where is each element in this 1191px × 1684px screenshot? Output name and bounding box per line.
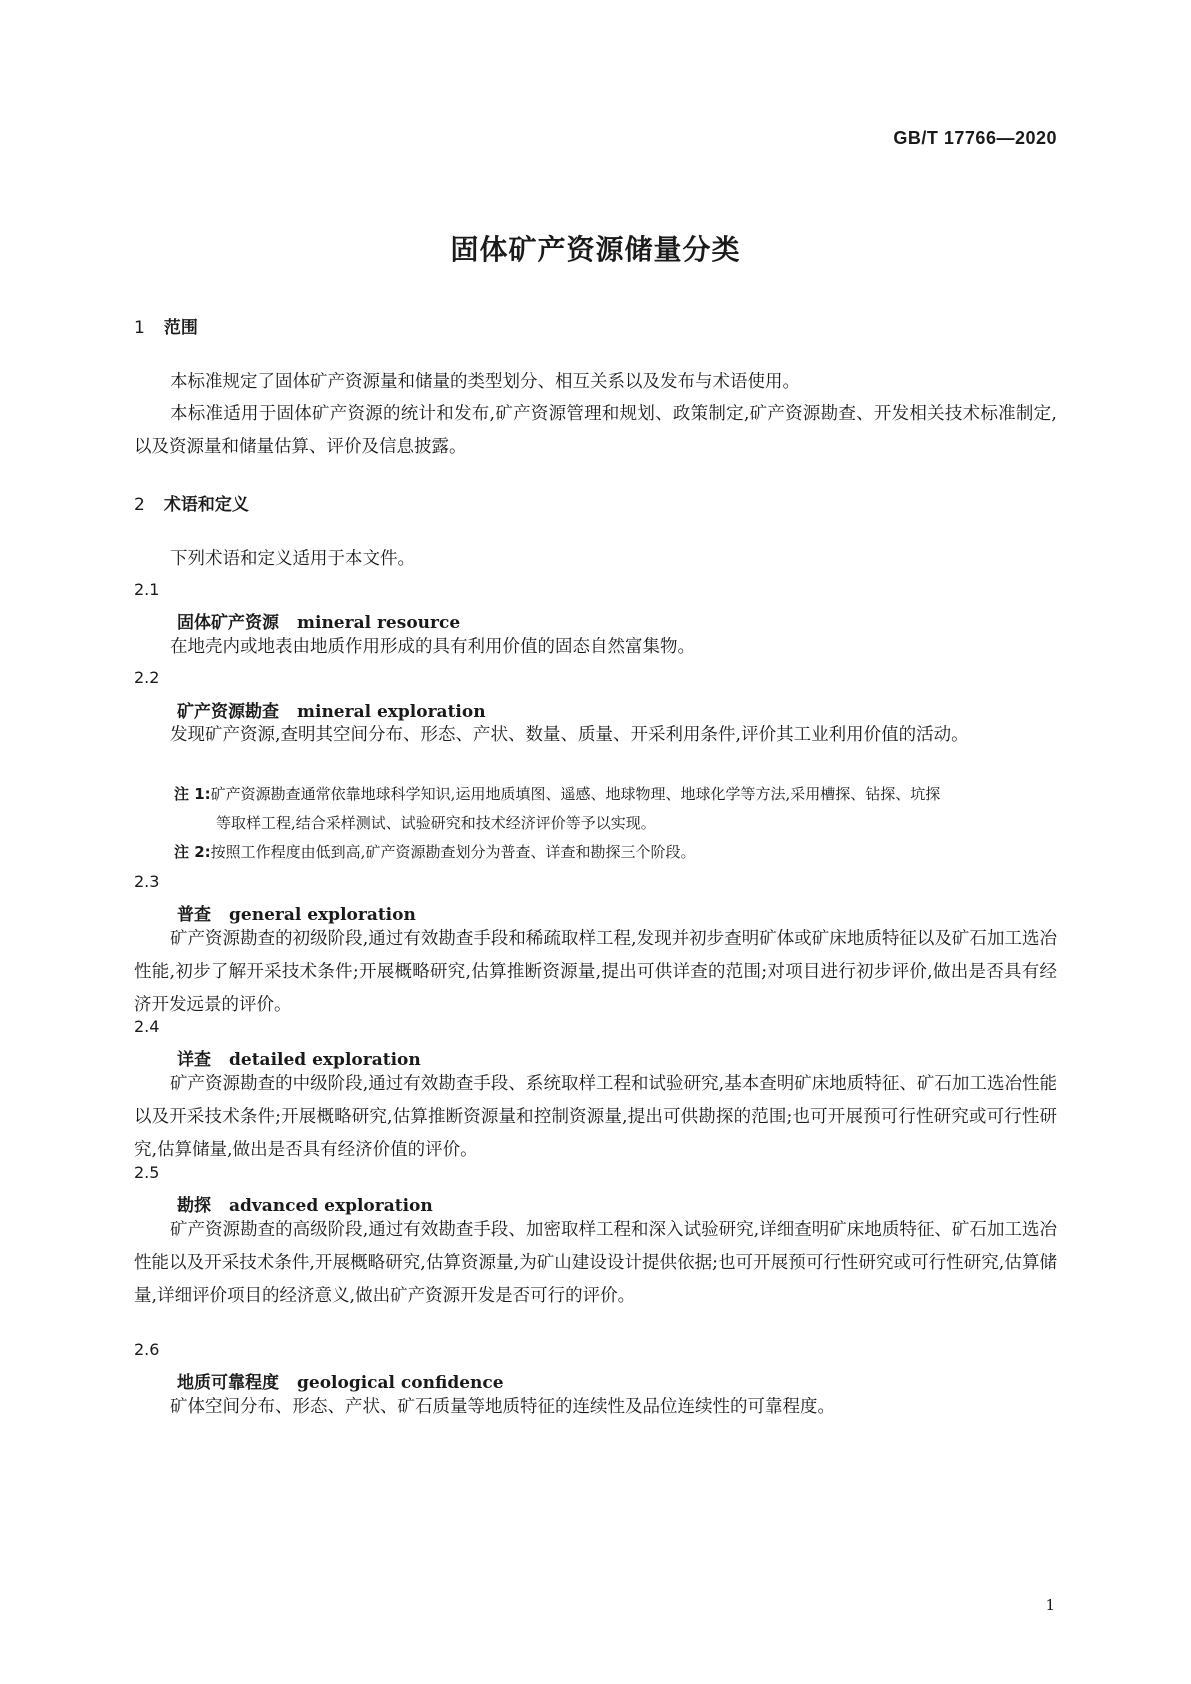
standard-code: GB/T 17766—2020: [893, 128, 1057, 148]
term-number: 2.5: [134, 1163, 160, 1182]
term-english: geological confidence: [297, 1373, 504, 1393]
term-chinese: 详查: [177, 1050, 211, 1070]
section-2-heading: [134, 490, 249, 515]
page-number: 1: [1045, 1596, 1055, 1614]
term-definition: 发现矿产资源,查明其空间分布、形态、产状、数量、质量、开采利用条件,评价其工业利用价值的活动。: [170, 725, 969, 745]
note-2: [174, 838, 1057, 867]
term-heading: [177, 900, 416, 925]
note-text-line-1: 按照工作程度由低到高,矿产资源勘查划分为普查、详查和勘探三个阶段。: [210, 843, 696, 861]
section-title: 范围: [163, 318, 198, 338]
term-english: general exploration: [229, 905, 416, 925]
note-label: 注 1:: [174, 785, 211, 803]
term-number: 2.1: [134, 580, 160, 599]
term-english: advanced exploration: [229, 1196, 433, 1216]
note-label: 注 2:: [174, 843, 211, 861]
term-heading: [177, 1191, 433, 1216]
section-1-paragraph-1: 本标准规定了固体矿产资源量和储量的类型划分、相互关系以及发布与术语使用。: [170, 372, 800, 392]
section-title: 术语和定义: [163, 495, 249, 515]
section-number: 2: [134, 495, 145, 515]
term-number: 2.6: [134, 1340, 160, 1359]
section-number: 1: [134, 318, 145, 338]
term-chinese: 普查: [177, 905, 211, 925]
term-english: mineral exploration: [297, 702, 486, 722]
term-definition: 矿产资源勘查的中级阶段,通过有效勘查手段、系统取样工程和试验研究,基本查明矿床地质特征、矿石加工选冶性能以及开采技术条件;开展概略研究,估算推断资源量和控制资源量,提出可供勘探的范围;也可开展预可行性研究或可行性研究,估算储量,做出是否具有经济价值的评价。: [134, 1074, 1057, 1160]
term-definition: 矿体空间分布、形态、产状、矿石质量等地质特征的连续性及品位连续性的可靠程度。: [170, 1397, 835, 1417]
term-definition: 矿产资源勘查的高级阶段,通过有效勘查手段、加密取样工程和深入试验研究,详细查明矿床地质特征、矿石加工选冶性能以及开采技术条件,开展概略研究,估算资源量,为矿山建设设计提供依据;也可开展预可行性研究或可行性研究,估算储量,详细评价项目的经济意义,做出矿产资源开发是否可行的评价。: [134, 1220, 1057, 1306]
term-chinese: 矿产资源勘查: [177, 702, 279, 722]
note-1: [174, 780, 1057, 838]
term-chinese: 勘探: [177, 1196, 211, 1216]
term-english: mineral resource: [297, 613, 461, 633]
term-chinese: 地质可靠程度: [177, 1373, 279, 1393]
note-text-line-2: 等取样工程,结合采样测试、试验研究和技术经济评价等予以实现。: [216, 814, 656, 832]
term-heading: [177, 1368, 504, 1393]
note-text-line-1: 矿产资源勘查通常依靠地球科学知识,运用地质填图、遥感、地球物理、地球化学等方法,采用槽探、钻探、坑探: [210, 785, 941, 803]
term-chinese: 固体矿产资源: [177, 613, 279, 633]
document-title: 固体矿产资源储量分类: [450, 233, 741, 266]
term-number: 2.4: [134, 1017, 160, 1036]
term-heading: [177, 608, 460, 633]
term-heading: [177, 1045, 421, 1070]
section-2-intro: 下列术语和定义适用于本文件。: [170, 549, 415, 569]
section-1-paragraph-2: 本标准适用于固体矿产资源的统计和发布,矿产资源管理和规划、政策制定,矿产资源勘查、开发相关技术标准制定,以及资源量和储量估算、评价及信息披露。: [134, 404, 1057, 457]
term-definition: 矿产资源勘查的初级阶段,通过有效勘查手段和稀疏取样工程,发现并初步查明矿体或矿床地质特征以及矿石加工选冶性能,初步了解开采技术条件;开展概略研究,估算推断资源量,提出可供详查的范围;对项目进行初步评价,做出是否具有经济开发远景的评价。: [134, 929, 1057, 1015]
term-definition: 在地壳内或地表由地质作用形成的具有利用价值的固态自然富集物。: [170, 637, 695, 657]
term-english: detailed exploration: [229, 1050, 421, 1070]
term-number: 2.2: [134, 668, 160, 687]
section-1-heading: [134, 313, 198, 338]
term-number: 2.3: [134, 872, 160, 891]
